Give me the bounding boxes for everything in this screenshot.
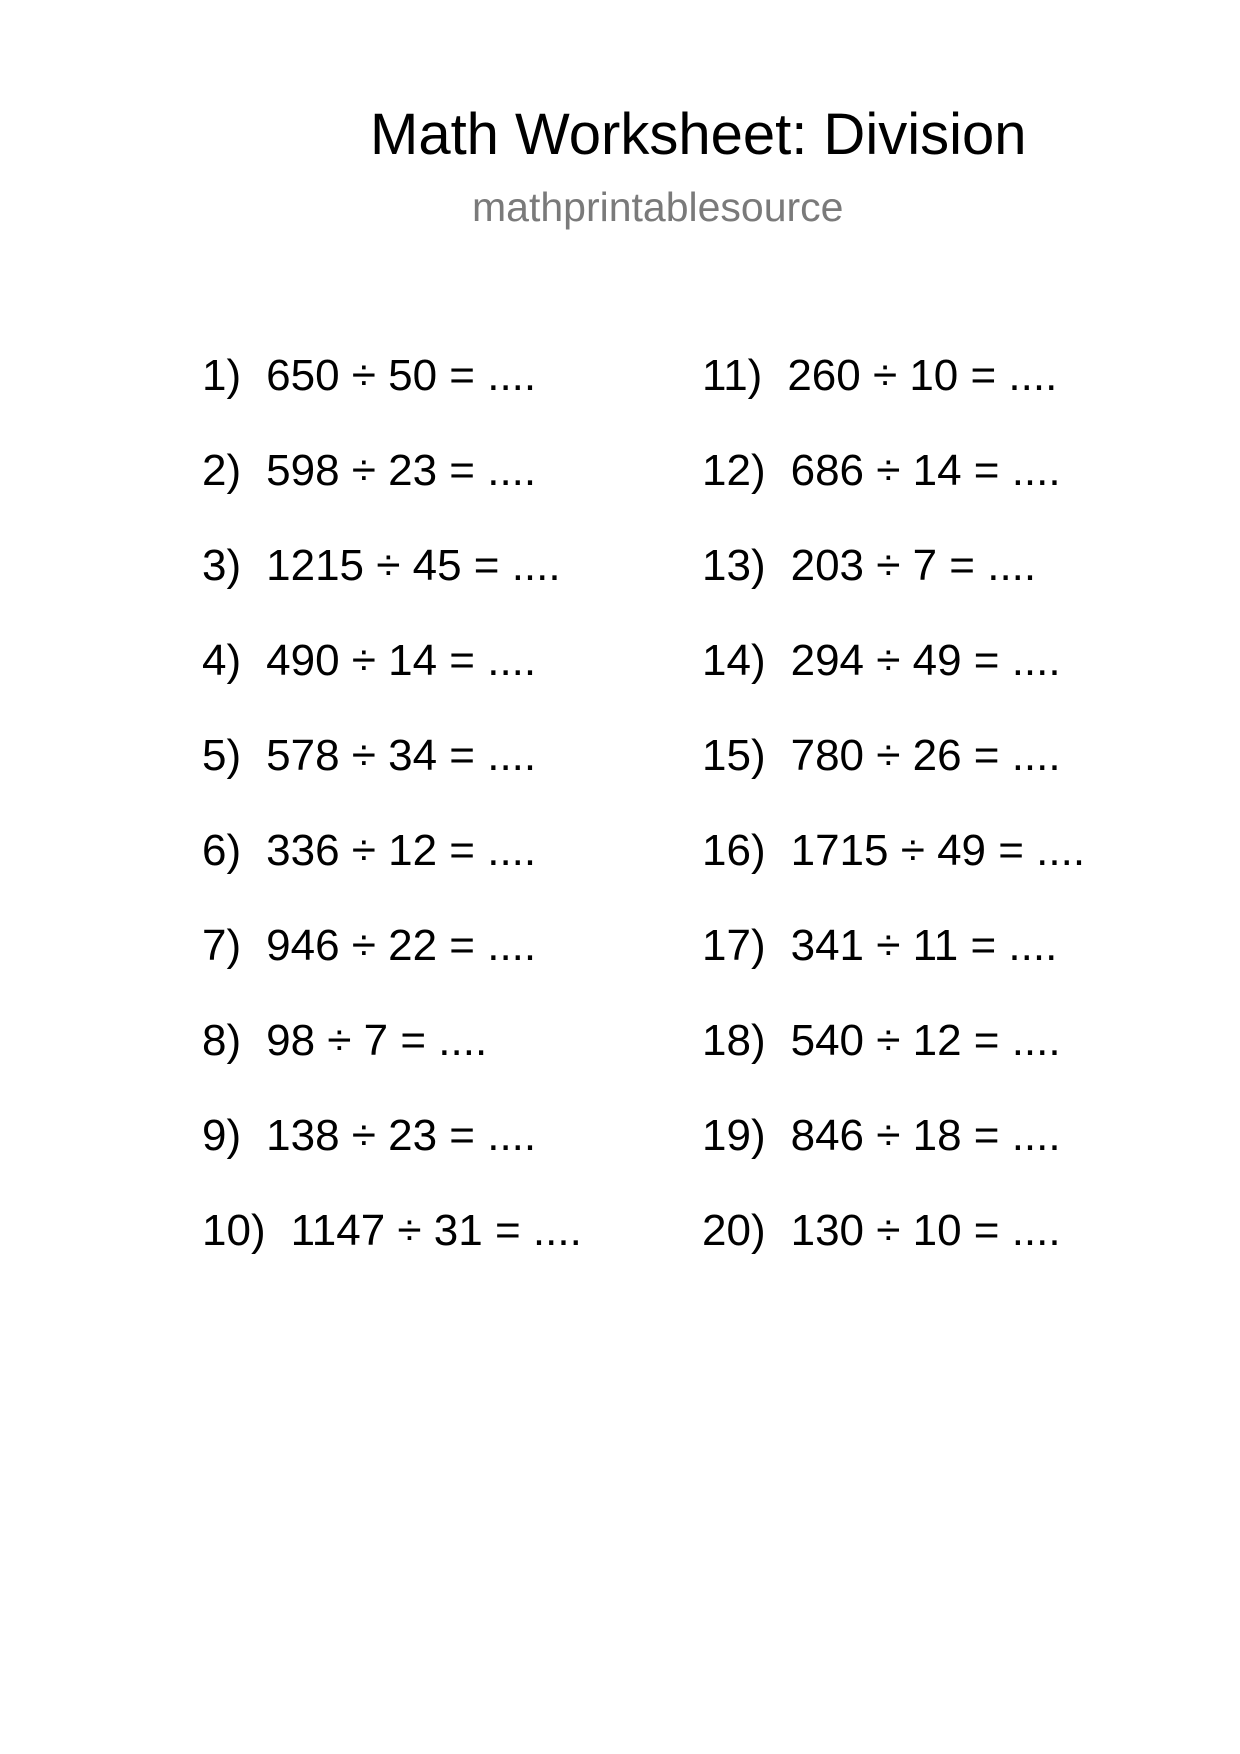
problem-number: 9) (202, 1111, 242, 1160)
problem-expression: 780 ÷ 26 = .... (790, 731, 1061, 780)
problem-expression: 946 ÷ 22 = .... (266, 921, 537, 970)
problem-number: 15) (702, 731, 766, 780)
worksheet-subtitle: mathprintablesource (472, 184, 844, 230)
problem-expression: 1715 ÷ 49 = .... (790, 826, 1086, 875)
problem-expression: 98 ÷ 7 = .... (266, 1016, 488, 1065)
problem-expression: 650 ÷ 50 = .... (266, 351, 537, 400)
problem-expression: 578 ÷ 34 = .... (266, 731, 537, 780)
problem-expression: 540 ÷ 12 = .... (790, 1016, 1061, 1065)
problem-expression: 846 ÷ 18 = .... (790, 1111, 1061, 1160)
problem-expression: 294 ÷ 49 = .... (790, 636, 1061, 685)
problem-item (702, 728, 1085, 823)
problem-expression: 1215 ÷ 45 = .... (266, 541, 561, 590)
problem-number: 16) (702, 826, 766, 875)
problem-number: 17) (702, 921, 766, 970)
problem-item (702, 348, 1085, 443)
problem-item (202, 1108, 582, 1203)
problem-number: 12) (702, 446, 766, 495)
problem-item (702, 823, 1085, 918)
problem-number: 5) (202, 731, 242, 780)
problem-number: 4) (202, 636, 242, 685)
problem-expression: 138 ÷ 23 = .... (266, 1111, 537, 1160)
worksheet-title: Math Worksheet: Division (370, 102, 1027, 167)
problem-list-left (202, 348, 582, 1298)
problem-item (702, 538, 1085, 633)
problem-item (202, 1013, 582, 1108)
problem-number: 8) (202, 1016, 242, 1065)
problem-number: 14) (702, 636, 766, 685)
problem-item (202, 1203, 582, 1298)
problem-item (202, 728, 582, 823)
problem-number: 18) (702, 1016, 766, 1065)
problem-number: 1) (202, 351, 242, 400)
problem-expression: 598 ÷ 23 = .... (266, 446, 537, 495)
problem-number: 6) (202, 826, 242, 875)
problem-item (702, 633, 1085, 728)
problem-number: 2) (202, 446, 242, 495)
problem-expression: 130 ÷ 10 = .... (790, 1206, 1061, 1255)
problem-number: 10) (202, 1206, 266, 1255)
problem-number: 19) (702, 1111, 766, 1160)
problem-number: 20) (702, 1206, 766, 1255)
problem-item (202, 918, 582, 1013)
problem-expression: 686 ÷ 14 = .... (790, 446, 1061, 495)
problem-list-right (702, 348, 1085, 1298)
problem-expression: 336 ÷ 12 = .... (266, 826, 537, 875)
problem-item (202, 538, 582, 633)
problem-expression: 260 ÷ 10 = .... (787, 351, 1058, 400)
problem-item (202, 823, 582, 918)
problem-expression: 490 ÷ 14 = .... (266, 636, 537, 685)
problem-item (702, 1203, 1085, 1298)
problem-item (702, 918, 1085, 1013)
problem-item (702, 1013, 1085, 1108)
problem-item (202, 633, 582, 728)
problem-item (702, 443, 1085, 538)
problem-expression: 203 ÷ 7 = .... (790, 541, 1037, 590)
problem-number: 3) (202, 541, 242, 590)
problem-number: 11) (702, 351, 763, 400)
problem-item (202, 348, 582, 443)
problem-item (702, 1108, 1085, 1203)
problem-number: 7) (202, 921, 242, 970)
problem-expression: 341 ÷ 11 = .... (790, 921, 1058, 970)
problem-number: 13) (702, 541, 766, 590)
problem-expression: 1147 ÷ 31 = .... (290, 1206, 582, 1255)
problem-item (202, 443, 582, 538)
